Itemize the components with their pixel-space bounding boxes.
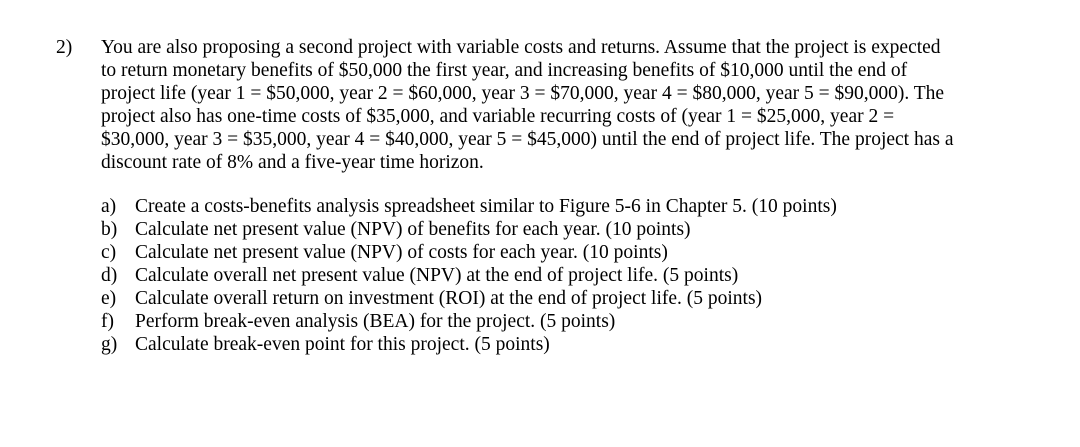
question-part-f xyxy=(56,310,956,333)
question-parts-list xyxy=(56,195,956,356)
question-part-g xyxy=(56,333,956,356)
part-text: Perform break-even analysis (BEA) for the project. (5 points) xyxy=(135,311,616,332)
part-letter: f) xyxy=(101,311,114,332)
question-number: 2) xyxy=(56,37,73,58)
part-letter: a) xyxy=(101,196,117,217)
part-letter: d) xyxy=(101,265,118,286)
question-text: You are also proposing a second project with variable costs and returns. Assume that the project is expected to return monetary benefits of $50,000 the first year, and increasing benefits of $10,000 until the end of project life (year 1 = $50,000, year 2 = $60,000, year 3 = $70,000, year 4 = $80,000, year 5 = $90,000). The project also has one-time costs of $35,000, and variable recurring costs of (year 1 = $25,000, year 2 = $30,000, year 3 = $35,000, year 4 = $40,000, year 5 = $45,000) until the end of project life. The project has a discount rate of 8% and a five-year time horizon. xyxy=(101,37,954,173)
part-letter: c) xyxy=(101,242,117,263)
part-text: Calculate net present value (NPV) of benefits for each year. (10 points) xyxy=(135,219,691,240)
part-letter: b) xyxy=(101,219,118,240)
part-letter: e) xyxy=(101,288,117,309)
question-part-b xyxy=(56,218,956,241)
question-part-e xyxy=(56,287,956,310)
question-part-c xyxy=(56,241,956,264)
part-text: Calculate break-even point for this project. (5 points) xyxy=(135,334,550,355)
part-text: Create a costs-benefits analysis spreadsheet similar to Figure 5-6 in Chapter 5. (10 points) xyxy=(135,196,837,217)
part-letter: g) xyxy=(101,334,118,355)
part-text: Calculate net present value (NPV) of costs for each year. (10 points) xyxy=(135,242,668,263)
question-block xyxy=(56,36,956,356)
part-text: Calculate overall return on investment (ROI) at the end of project life. (5 points) xyxy=(135,288,763,309)
part-text: Calculate overall net present value (NPV) at the end of project life. (5 points) xyxy=(135,265,739,286)
question-part-d xyxy=(56,264,956,287)
question-part-a xyxy=(56,195,956,218)
